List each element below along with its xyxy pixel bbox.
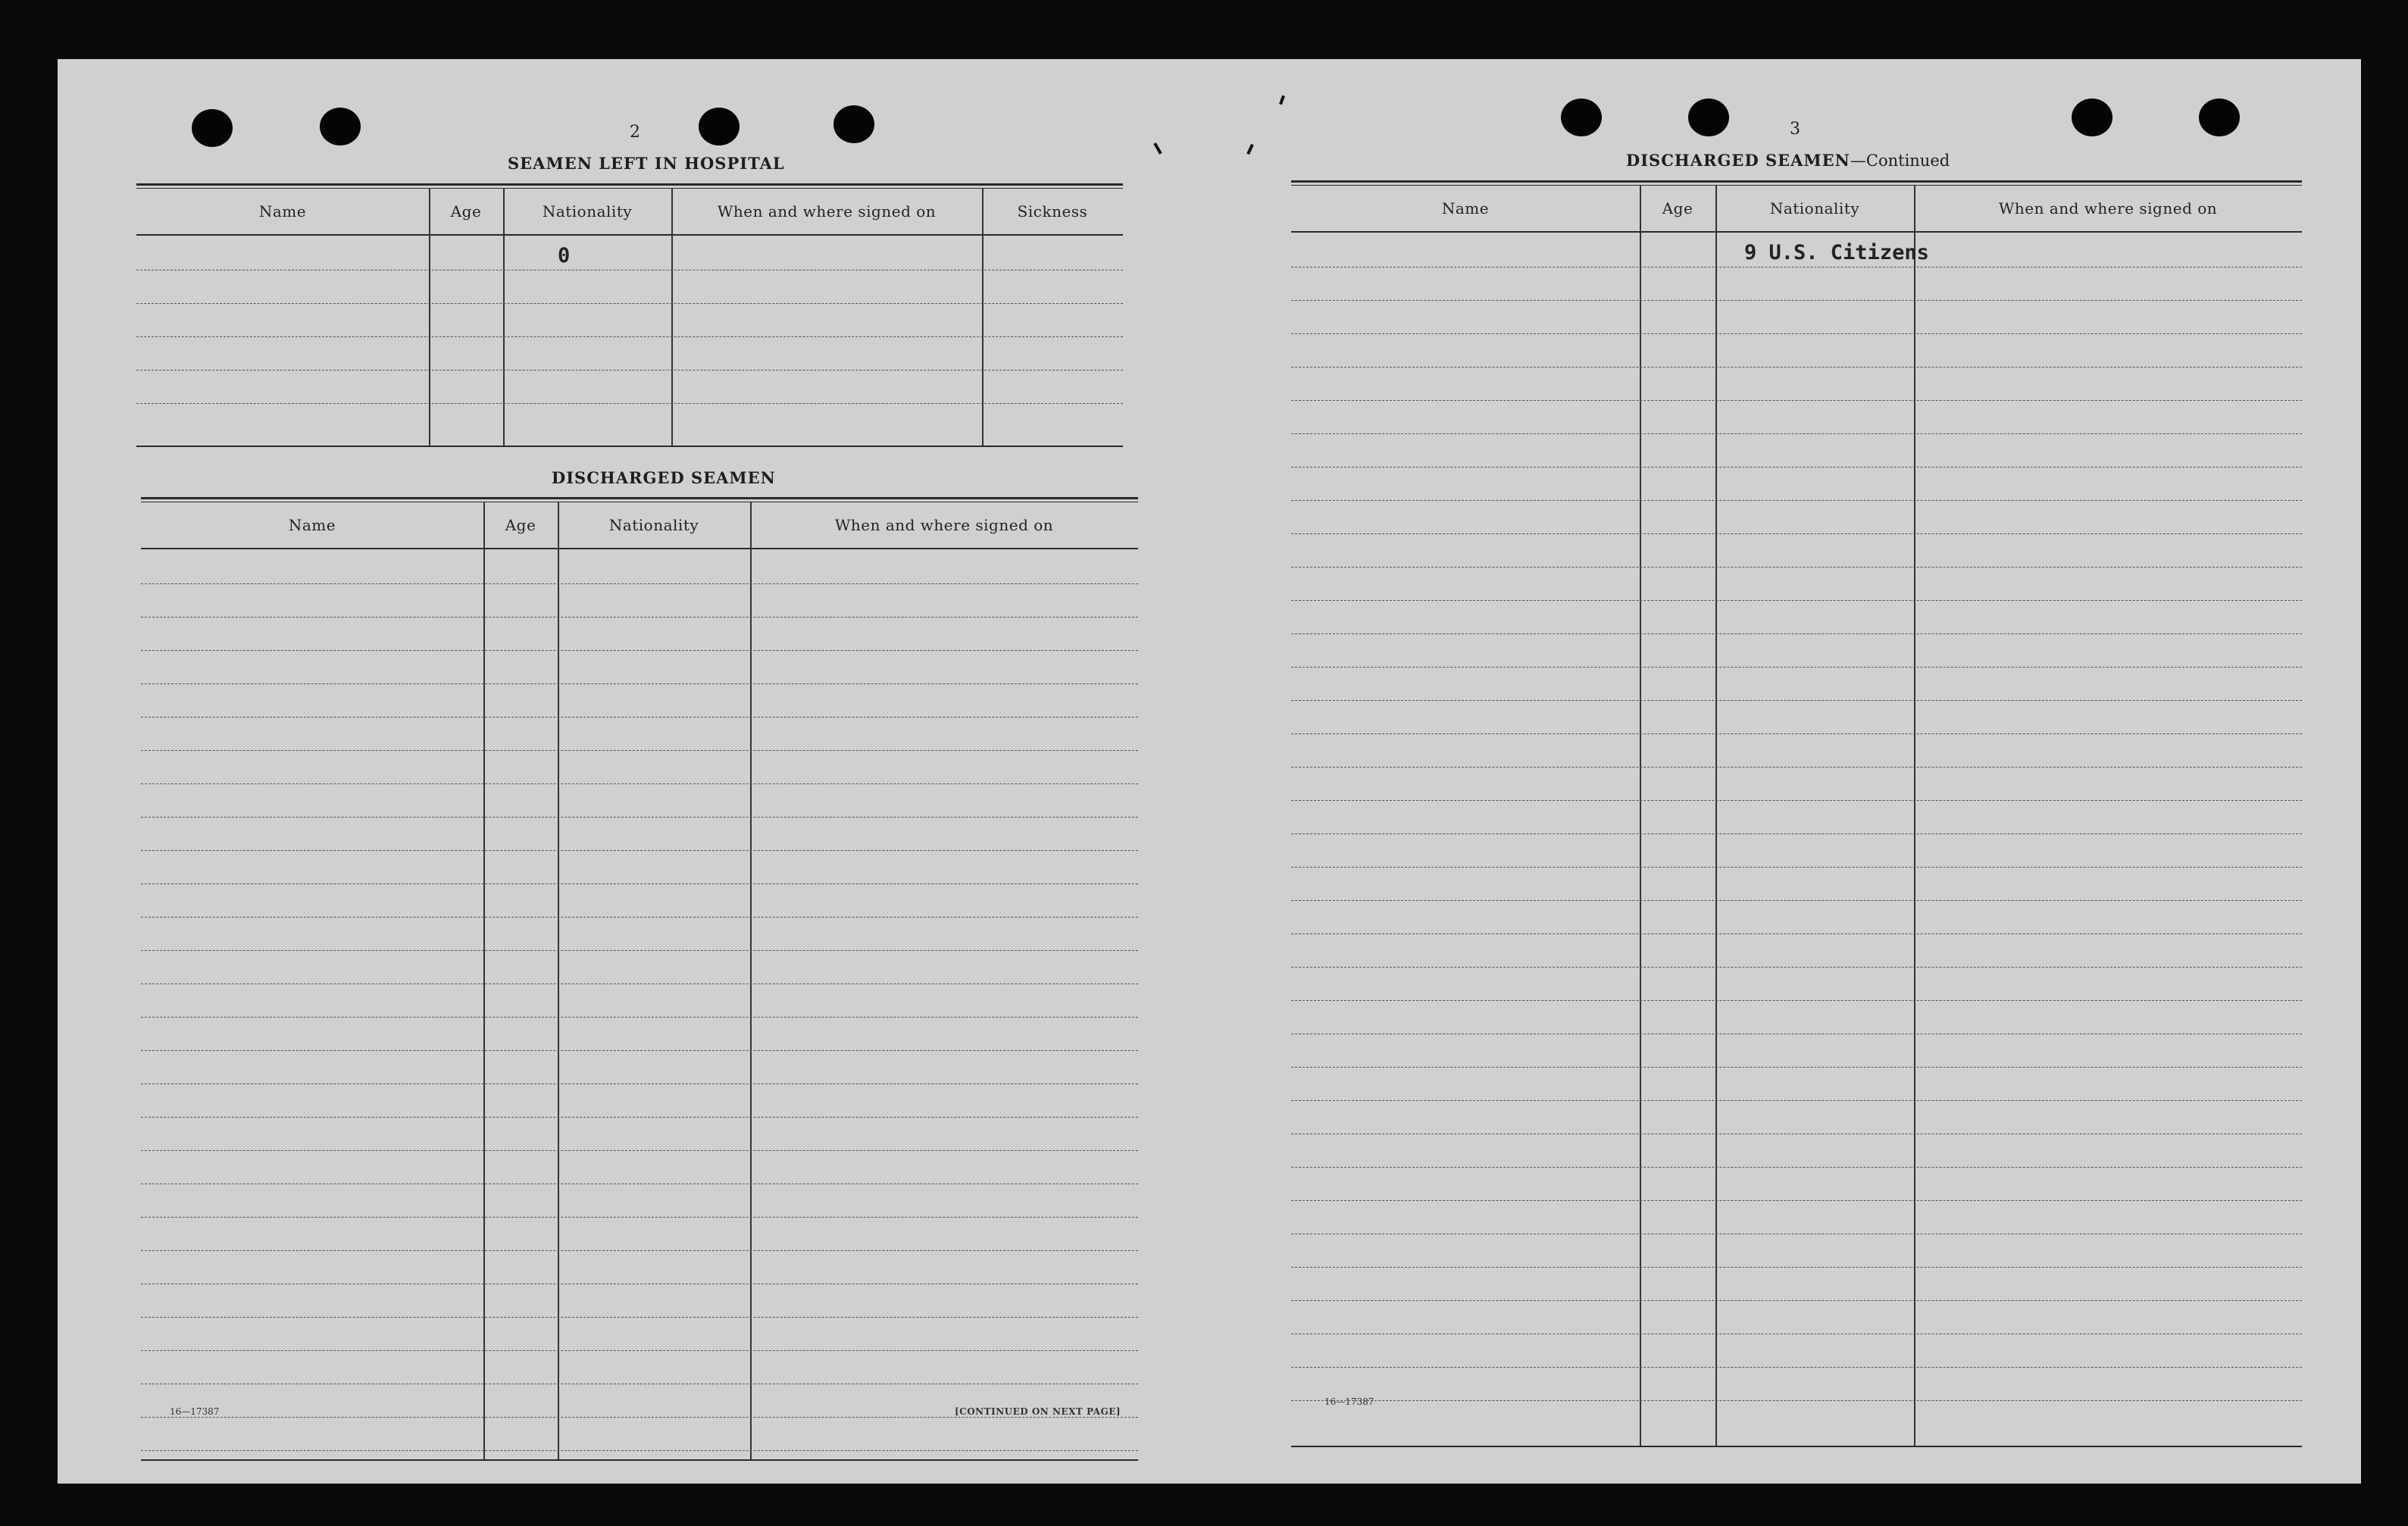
punch-hole (1688, 99, 1729, 136)
table-row (141, 651, 1138, 684)
table-row (141, 1284, 1138, 1318)
table-row (141, 884, 1138, 918)
discharged-nationality-entry: 9 U.S. Citizens (1744, 241, 1929, 264)
table-row (141, 951, 1138, 984)
table-row (1291, 901, 2302, 934)
table-header (136, 189, 1123, 236)
table-row (1291, 301, 2302, 334)
table-row (141, 1018, 1138, 1051)
table-row (141, 1318, 1138, 1351)
table-row (1291, 934, 2302, 968)
discharged-section-title: DISCHARGED SEAMEN (552, 468, 776, 487)
column-header-name: Name (1441, 199, 1490, 217)
column-header-signed-on: When and where signed on (1998, 199, 2218, 217)
discharged-continued-title (1626, 151, 1950, 170)
table-row (141, 584, 1138, 618)
table-row (141, 918, 1138, 951)
column-header-age: Age (450, 202, 482, 220)
table-row (1291, 1068, 2302, 1101)
table-row (141, 1118, 1138, 1151)
continued-note: [CONTINUED ON NEXT PAGE] (955, 1406, 1121, 1417)
table-row (136, 371, 1123, 404)
punch-hole (1561, 99, 1602, 136)
table-row (136, 236, 1123, 270)
hospital-section-title: SEAMEN LEFT IN HOSPITAL (508, 154, 785, 173)
table-row (1291, 1334, 2302, 1368)
hospital-table (136, 183, 1123, 447)
table-row (1291, 401, 2302, 434)
table-row (1291, 734, 2302, 768)
table-row (1291, 1134, 2302, 1168)
table-bottom-rule (1291, 1446, 2302, 1447)
punch-hole (699, 108, 740, 145)
column-header-age: Age (505, 516, 536, 534)
table-row (1291, 1234, 2302, 1268)
column-header-nationality: Nationality (1769, 199, 1860, 217)
table-top-rule (136, 183, 1123, 189)
table-row (141, 718, 1138, 751)
table-header (1291, 186, 2302, 233)
table-row (1291, 601, 2302, 634)
table-row (141, 684, 1138, 718)
document-sheet (58, 59, 2361, 1484)
table-row (1291, 367, 2302, 401)
column-header-name: Name (258, 202, 307, 220)
discharged-continued-suffix: —Continued (1850, 152, 1950, 170)
discharged-table-right (1291, 180, 2302, 1447)
table-row (1291, 1101, 2302, 1134)
table-row (1291, 1168, 2302, 1201)
table-row (141, 984, 1138, 1018)
punch-hole (2072, 99, 2112, 136)
table-row (141, 1184, 1138, 1218)
table-row (141, 618, 1138, 651)
table-row (1291, 534, 2302, 568)
table-row (1291, 768, 2302, 801)
table-row (1291, 868, 2302, 901)
table-row (1291, 1368, 2302, 1401)
hospital-nationality-entry: 0 (558, 244, 571, 267)
table-row (1291, 467, 2302, 501)
table-row (1291, 1201, 2302, 1234)
column-header-age: Age (1662, 199, 1693, 217)
page-number-left: 2 (630, 123, 640, 142)
table-bottom-rule (136, 446, 1123, 447)
table-row (1291, 501, 2302, 534)
punch-hole (833, 105, 874, 143)
table-row (141, 751, 1138, 784)
column-header-nationality: Nationality (608, 516, 699, 534)
table-top-rule (141, 497, 1138, 502)
table-row (136, 270, 1123, 304)
column-header-sickness: Sickness (1017, 202, 1088, 220)
table-row (1291, 1034, 2302, 1068)
table-row (136, 337, 1123, 371)
table-row (141, 1251, 1138, 1284)
table-row (141, 1418, 1138, 1451)
discharged-table-left (141, 497, 1138, 1461)
table-header (141, 502, 1138, 549)
table-row (1291, 568, 2302, 601)
page-number-right: 3 (1790, 120, 1800, 139)
table-row (1291, 968, 2302, 1001)
table-row (141, 784, 1138, 818)
table-row (1291, 634, 2302, 668)
punch-hole (2199, 99, 2240, 136)
fold-mark (1279, 95, 1285, 105)
table-row (1291, 1001, 2302, 1034)
table-row (1291, 1268, 2302, 1301)
table-row (1291, 834, 2302, 868)
fold-mark (1246, 144, 1254, 155)
form-number-right: 16—17387 (1324, 1396, 1374, 1407)
fold-mark (1153, 142, 1162, 155)
table-row (141, 549, 1138, 584)
table-top-rule (1291, 180, 2302, 186)
table-row (141, 1084, 1138, 1118)
discharged-continued-title-main: DISCHARGED SEAMEN (1626, 151, 1850, 170)
table-row (136, 304, 1123, 337)
form-number-left: 16—17387 (170, 1406, 220, 1417)
table-row (141, 1351, 1138, 1384)
table-row (1291, 267, 2302, 301)
punch-hole (320, 108, 361, 145)
column-header-name: Name (288, 516, 336, 534)
table-row (141, 1151, 1138, 1184)
table-row (1291, 801, 2302, 834)
table-row (1291, 434, 2302, 467)
table-row (1291, 668, 2302, 701)
table-row (1291, 1301, 2302, 1334)
column-header-signed-on: When and where signed on (834, 516, 1054, 534)
table-row (141, 851, 1138, 884)
punch-hole (192, 109, 233, 147)
table-row (1291, 334, 2302, 367)
table-row (141, 1051, 1138, 1084)
table-row (141, 818, 1138, 851)
table-bottom-rule (141, 1459, 1138, 1461)
table-row (141, 1218, 1138, 1251)
table-row (1291, 701, 2302, 734)
column-header-signed-on: When and where signed on (717, 202, 937, 220)
column-header-nationality: Nationality (542, 202, 633, 220)
